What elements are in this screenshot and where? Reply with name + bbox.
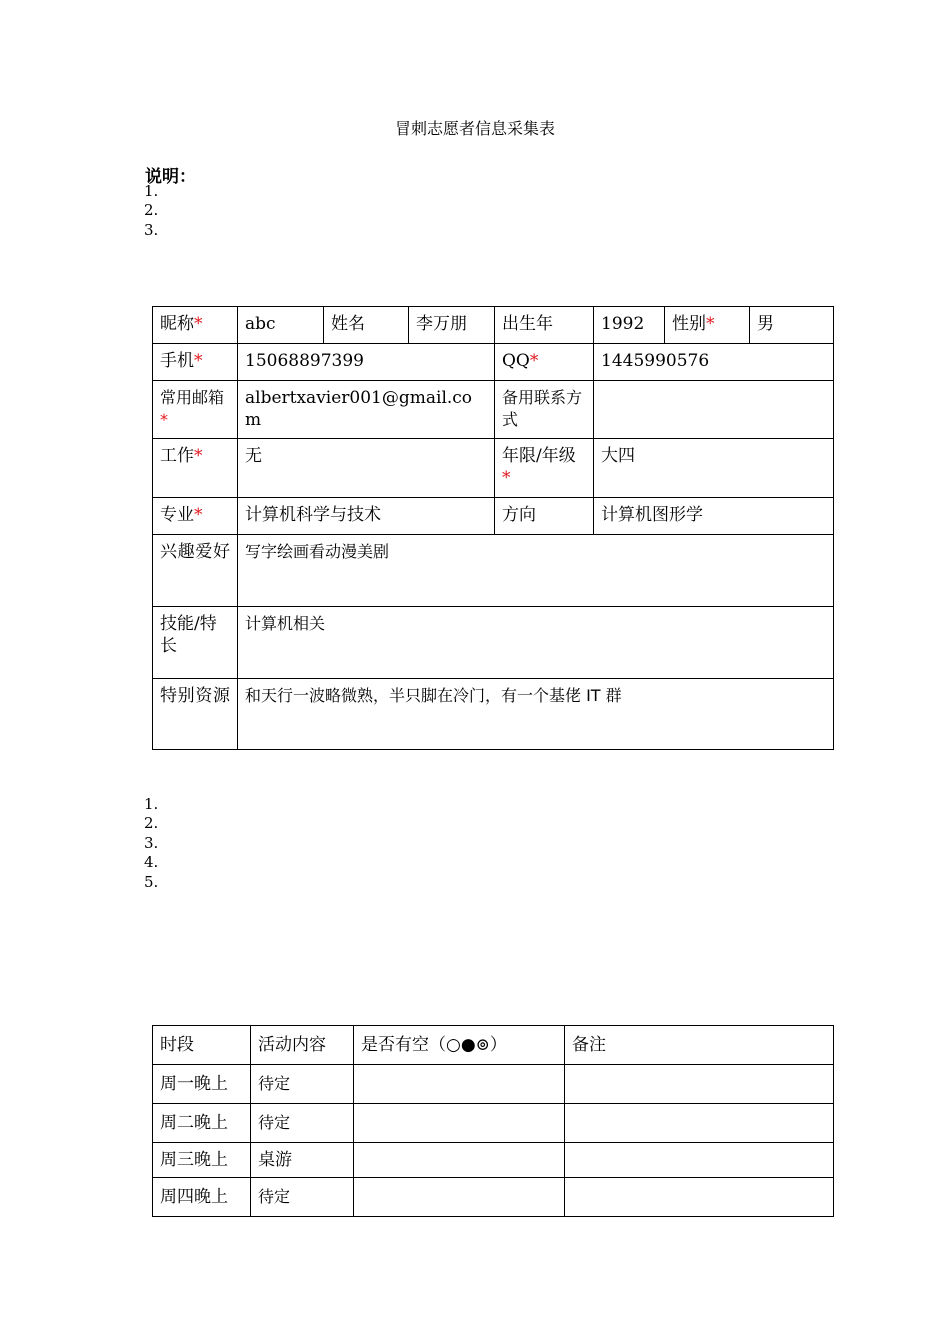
header-free: 是否有空（○●⊚）: [354, 1026, 565, 1065]
activity-cell[interactable]: 待定: [251, 1104, 354, 1143]
period-cell: 周二晚上: [153, 1104, 251, 1143]
resource-label: 特别资源: [153, 679, 238, 750]
major-label: 专业*: [153, 498, 238, 535]
free-cell[interactable]: [354, 1065, 565, 1104]
remark-cell[interactable]: [565, 1143, 834, 1178]
table-header-row: [153, 1026, 834, 1065]
major-value[interactable]: 计算机科学与技术: [238, 498, 495, 535]
hobby-value[interactable]: 写字绘画看动漫美剧: [238, 535, 834, 607]
hobby-label: 兴趣爱好: [153, 535, 238, 607]
list-item: 1.: [144, 182, 159, 200]
table-row: [153, 1065, 834, 1104]
period-cell: 周三晚上: [153, 1143, 251, 1178]
list-item: 5.: [144, 872, 159, 891]
page-title: 冒刺志愿者信息采集表: [394, 119, 555, 138]
list-item: 4.: [144, 853, 159, 872]
name-label: 姓名: [324, 307, 409, 344]
table-row: [153, 1104, 834, 1143]
skill-label: 技能/特长: [153, 607, 238, 679]
free-cell[interactable]: [354, 1178, 565, 1217]
work-label: 工作*: [153, 439, 238, 498]
years-label: 年限/年级 *: [495, 439, 594, 498]
list-item: 2.: [144, 814, 159, 833]
resource-value[interactable]: 和天行一波略微熟，半只脚在冷门，有一个基佬 IT 群: [238, 679, 834, 750]
note-list: [144, 182, 158, 240]
qq-label: QQ*: [495, 344, 594, 381]
free-cell[interactable]: [354, 1104, 565, 1143]
phone-label: 手机*: [153, 344, 238, 381]
header-activity: 活动内容: [251, 1026, 354, 1065]
activity-cell[interactable]: 桌游: [251, 1143, 354, 1178]
activity-cell[interactable]: 待定: [251, 1178, 354, 1217]
alt-contact-label: 备用联系方式: [495, 381, 594, 439]
birth-year-label: 出生年: [495, 307, 594, 344]
table-row: [153, 1143, 834, 1178]
second-list: [144, 795, 158, 892]
years-value[interactable]: 大四: [594, 439, 834, 498]
gender-value[interactable]: 男: [750, 307, 834, 344]
qq-value[interactable]: 1445990576: [594, 344, 834, 381]
activity-cell[interactable]: 待定: [251, 1065, 354, 1104]
birth-year-value[interactable]: 1992: [594, 307, 665, 344]
remark-cell[interactable]: [565, 1178, 834, 1217]
period-cell: 周四晚上: [153, 1178, 251, 1217]
phone-value[interactable]: 15068897399: [238, 344, 495, 381]
gender-label: 性别*: [665, 307, 750, 344]
volunteer-info-table: [152, 306, 834, 750]
table-row: [153, 1178, 834, 1217]
email-label: 常用邮箱 *: [153, 381, 238, 439]
list-item: 2.: [144, 201, 159, 220]
header-remark: 备注: [565, 1026, 834, 1065]
list-item: 3.: [144, 833, 159, 852]
free-cell[interactable]: [354, 1143, 565, 1178]
remark-cell[interactable]: [565, 1065, 834, 1104]
email-value[interactable]: albertxavier001@gmail.com: [238, 381, 495, 439]
note-heading: 说明：: [145, 167, 196, 187]
schedule-table: [152, 1025, 834, 1217]
nickname-value[interactable]: abc: [238, 307, 324, 344]
nickname-label: 昵称*: [153, 307, 238, 344]
list-item: 3.: [144, 220, 159, 239]
period-cell: 周一晚上: [153, 1065, 251, 1104]
direction-value[interactable]: 计算机图形学: [594, 498, 834, 535]
header-period: 时段: [153, 1026, 251, 1065]
list-item: 1.: [144, 795, 159, 813]
name-value[interactable]: 李万朋: [409, 307, 495, 344]
direction-label: 方向: [495, 498, 594, 535]
skill-value[interactable]: 计算机相关: [238, 607, 834, 679]
alt-contact-value[interactable]: [594, 381, 834, 439]
work-value[interactable]: 无: [238, 439, 495, 498]
remark-cell[interactable]: [565, 1104, 834, 1143]
